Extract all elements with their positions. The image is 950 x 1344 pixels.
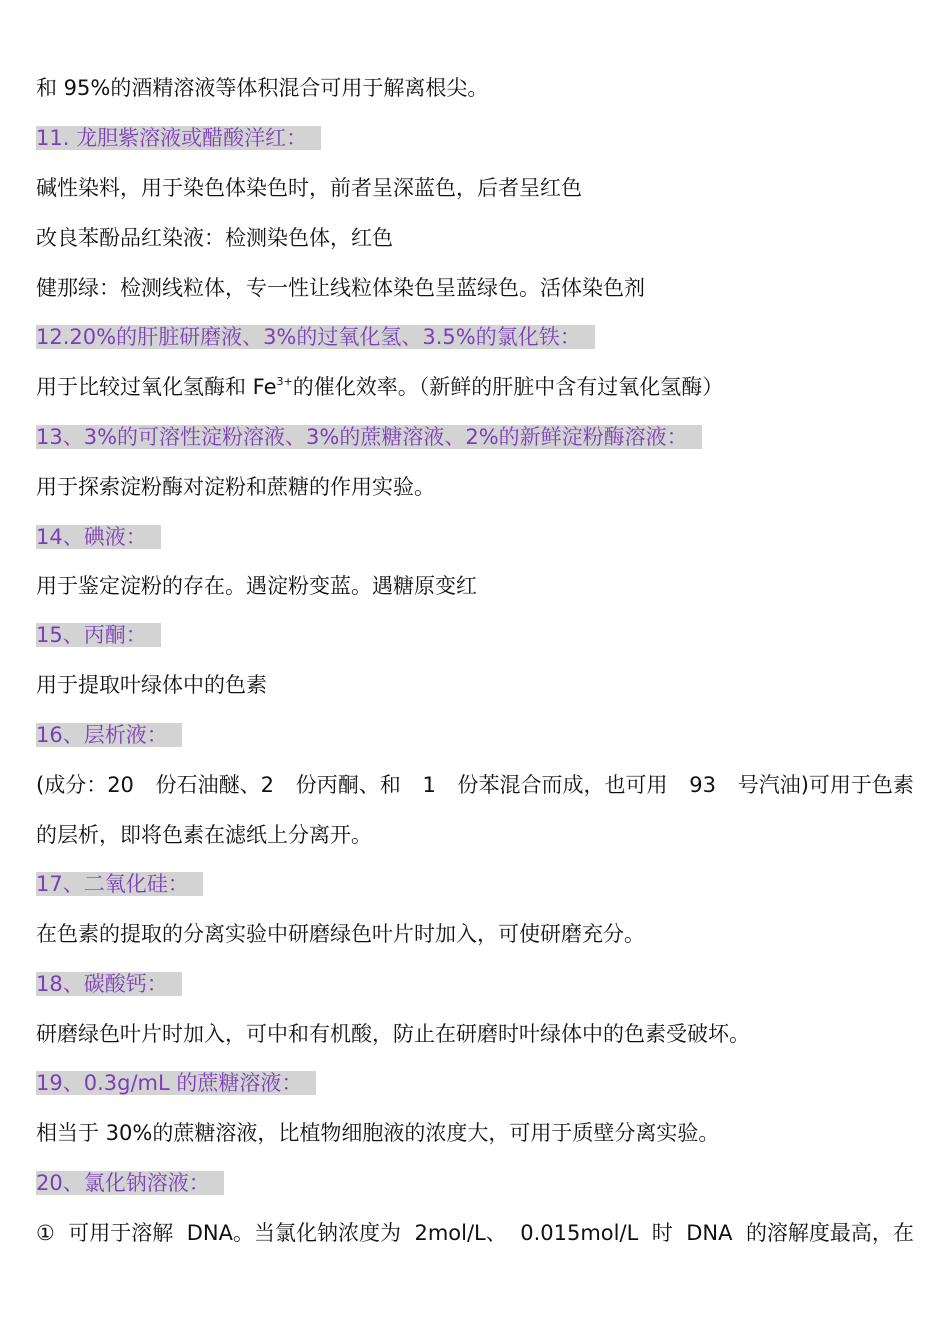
text-line: 在色素的提取的分离实验中研磨绿色叶片时加入，可使研磨充分。	[36, 922, 645, 946]
text-word: DNA	[686, 1221, 733, 1245]
section-heading-18: 18、碳酸钙：	[36, 972, 182, 996]
text-word: 份石油醚、2	[155, 773, 275, 797]
section-heading-15: 15、丙酮：	[36, 623, 161, 647]
section-heading-12: 12.20%的肝脏研磨液、3%的过氧化氢、3.5%的氯化铁：	[36, 325, 595, 349]
text-word: 0.015mol/L	[520, 1221, 639, 1245]
text-word: 1	[422, 773, 436, 797]
section-heading-11: 11. 龙胆紫溶液或醋酸洋红：	[36, 126, 321, 150]
text-word: 时	[651, 1221, 673, 1245]
text-word: 2mol/L、	[414, 1221, 507, 1245]
text-line	[36, 1219, 914, 1247]
text-line: 改良苯酚品红染液：检测染色体，红色	[36, 226, 393, 250]
text-word: ①	[36, 1221, 55, 1245]
superscript-charge: 3+	[276, 375, 293, 388]
text-line: 的层析，即将色素在滤纸上分离开。	[36, 823, 372, 847]
text-line: 健那绿：检测线粒体，专一性让线粒体染色呈蓝绿色。活体染色剂	[36, 276, 645, 300]
text-line: 碱性染料，用于染色体染色时，前者呈深蓝色，后者呈红色	[36, 176, 582, 200]
text-word: 份苯混合而成，也可用	[457, 773, 668, 797]
text-word: 93	[689, 773, 716, 797]
section-heading-19: 19、0.3g/mL 的蔗糖溶液：	[36, 1071, 316, 1095]
text-line: 研磨绿色叶片时加入，可中和有机酸，防止在研磨时叶绿体中的色素受破坏。	[36, 1022, 750, 1046]
text-line-fe3	[36, 373, 723, 401]
text-line: 相当于 30%的蔗糖溶液，比植物细胞液的浓度大，可用于质壁分离实验。	[36, 1121, 720, 1145]
text-line: 用于探索淀粉酶对淀粉和蔗糖的作用实验。	[36, 475, 435, 499]
section-heading-14: 14、碘液：	[36, 525, 161, 549]
text-line: 用于鉴定淀粉的存在。遇淀粉变蓝。遇糖原变红	[36, 574, 477, 598]
text-line: 和 95%的酒精溶液等体积混合可用于解离根尖。	[36, 76, 489, 100]
text-word: 可用于溶解	[68, 1221, 174, 1245]
text-word: (成分：20	[36, 773, 134, 797]
text-fragment: 的催化效率。（新鲜的肝脏中含有过氧化氢酶）	[292, 375, 724, 399]
section-heading-20: 20、氯化钠溶液：	[36, 1171, 224, 1195]
text-line	[36, 771, 914, 799]
section-heading-16: 16、层析液：	[36, 723, 182, 747]
text-word: 号汽油)可用于色素	[737, 773, 914, 797]
text-word: 份丙酮、和	[295, 773, 401, 797]
section-heading-17: 17、二氧化硅：	[36, 872, 203, 896]
section-heading-13: 13、3%的可溶性淀粉溶液、3%的蔗糖溶液、2%的新鲜淀粉酶溶液：	[36, 425, 702, 449]
text-word: 的溶解度最高，在	[745, 1221, 914, 1245]
text-fragment: 用于比较过氧化氢酶和 Fe	[36, 375, 277, 399]
text-line: 用于提取叶绿体中的色素	[36, 673, 267, 697]
text-word: DNA。当氯化钠浓度为	[186, 1221, 402, 1245]
